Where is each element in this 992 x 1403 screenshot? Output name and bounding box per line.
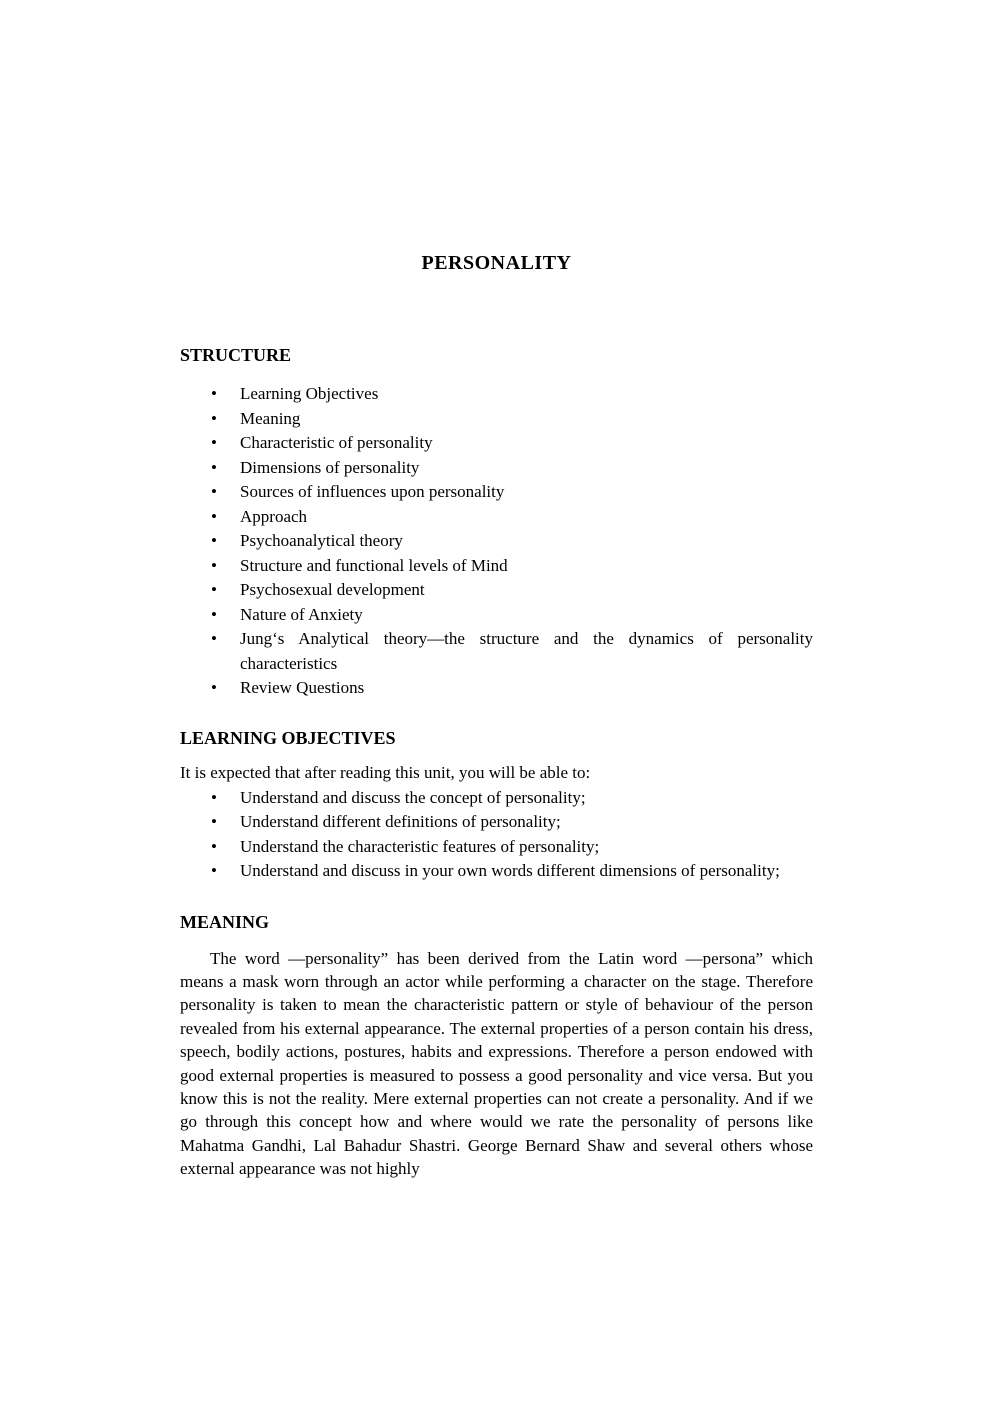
meaning-paragraph: The word ―personality” has been derived from the Latin word ―persona” which means a mask worn through an actor while performing a character on the stage. Therefore personality is taken to mean the characteristic pattern or style of behaviour of the person revealed from his external appearance. The external properties of a person contain his dress, speech, bodily actions, postures, habits and expressions. Therefore a person endowed with good external properties is measured to possess a good personality and vice versa. But you know this is not the reality. Mere external properties can not create a personality. And if we go through this concept how and where would we rate the personality of persons like Mahatma Gandhi, Lal Bahadur Shastri. George Bernard Shaw and several others whose external appearance was not highly	[180, 948, 813, 1179]
list-item: • Understand different definitions of personality;	[180, 810, 813, 835]
learning-objectives-list	[180, 786, 813, 884]
list-item: • Meaning	[180, 407, 813, 432]
list-item: • Dimensions of personality	[180, 456, 813, 481]
structure-list	[180, 382, 813, 701]
list-item: • Sources of influences upon personality	[180, 480, 813, 505]
list-item: • Understand the characteristic features of personality;	[180, 835, 813, 860]
list-item: • Psychosexual development	[180, 578, 813, 603]
list-item: • Characteristic of personality	[180, 431, 813, 456]
meaning-heading: MEANING	[180, 911, 269, 932]
learning-objectives-intro: It is expected that after reading this unit, you will be able to:	[180, 762, 591, 782]
structure-heading: STRUCTURE	[180, 345, 292, 365]
list-item: • Psychoanalytical theory	[180, 529, 813, 554]
list-item: • Learning Objectives	[180, 382, 813, 407]
list-item: • Understand and discuss in your own words different dimensions of personality;	[180, 859, 813, 884]
list-item: • Review Questions	[180, 676, 813, 701]
list-item: • Jung‘s Analytical theory—the structure and the dynamics of personality characteristics	[180, 627, 813, 676]
list-item: • Understand and discuss the concept of personality;	[180, 786, 813, 811]
list-item: • Nature of Anxiety	[180, 603, 813, 628]
list-item: • Approach	[180, 505, 813, 530]
page-title: PERSONALITY	[421, 252, 572, 274]
learning-objectives-heading: LEARNING OBJECTIVES	[180, 727, 396, 748]
list-item: • Structure and functional levels of Mind	[180, 554, 813, 579]
